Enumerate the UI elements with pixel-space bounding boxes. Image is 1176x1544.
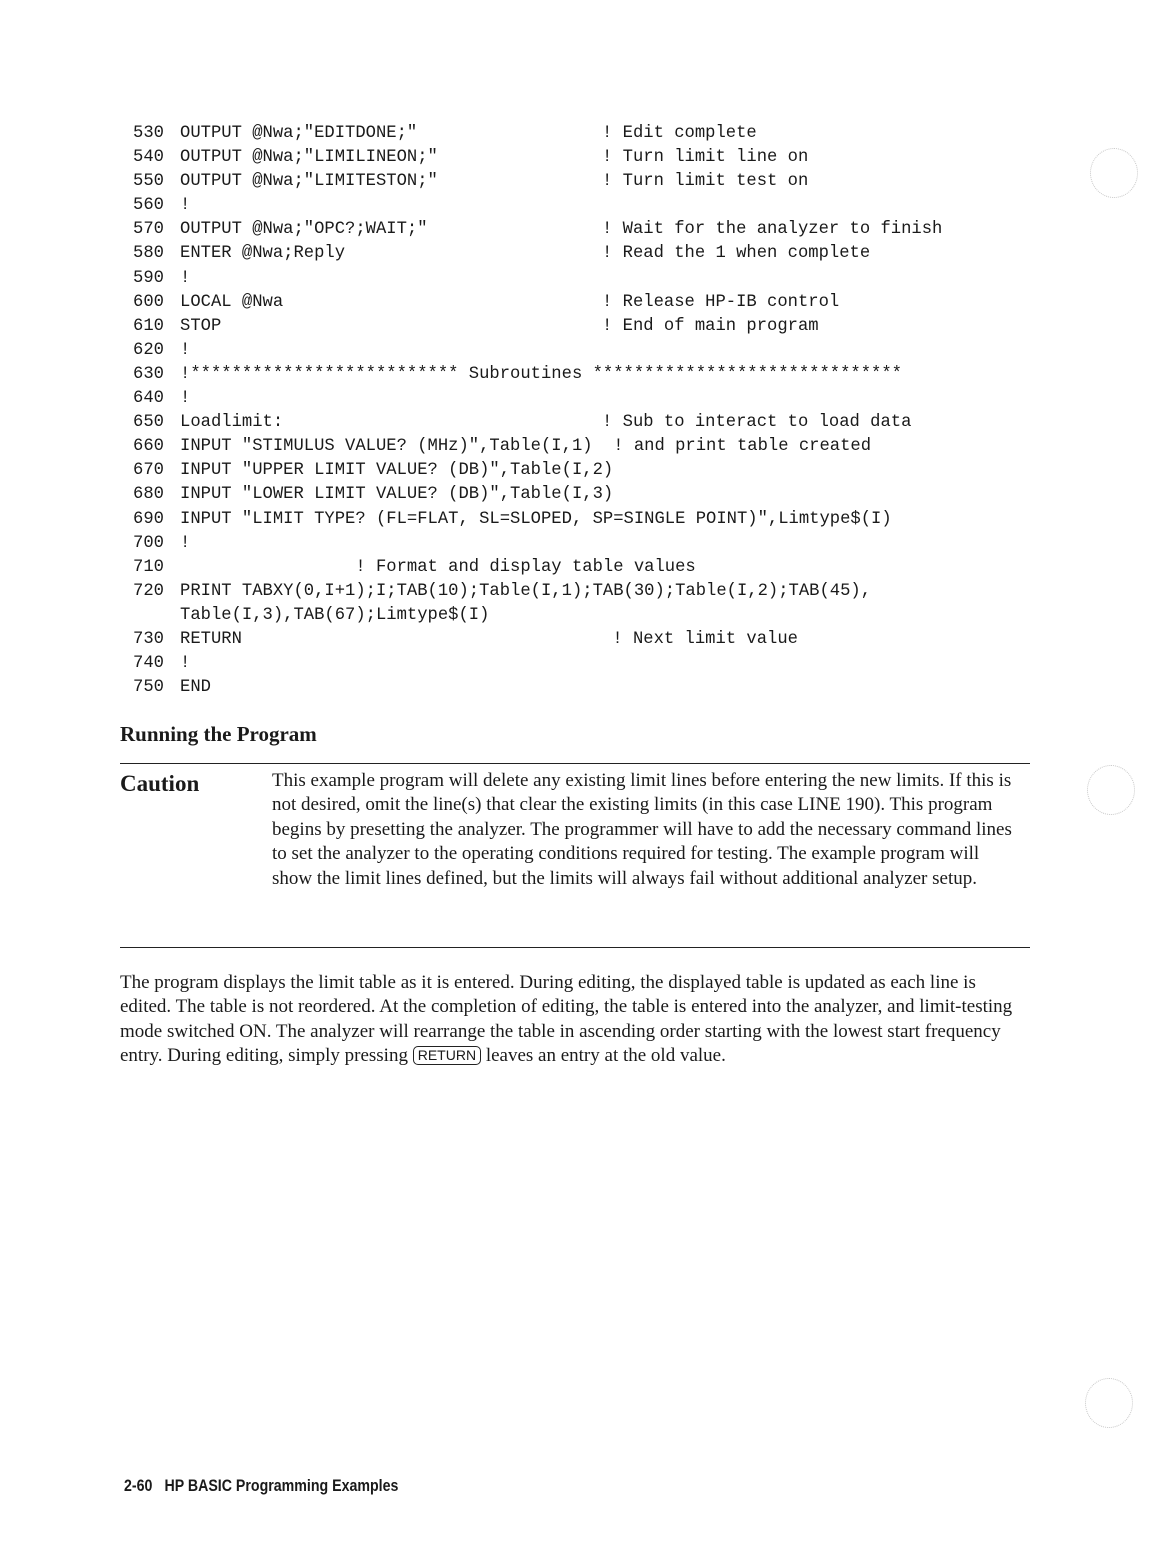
body-paragraph [120,971,1020,1069]
caution-bottom-rule [120,947,1030,948]
code-line-number: 660 [133,437,164,457]
code-line-number: 680 [133,485,164,505]
code-comment: ! Turn limit test on [602,172,809,192]
code-statement: ! [180,533,191,553]
code-statement: ! [180,268,191,288]
code-statement: OUTPUT @Nwa;"LIMITESTON;" [180,172,438,192]
body-text-after-key: leaves an entry at the old value. [485,1045,726,1067]
code-comment: ! End of main program [602,316,819,336]
code-line-number: 690 [133,509,164,529]
code-statement: ! [180,196,191,216]
code-statement: OUTPUT @Nwa;"OPC?;WAIT;" [180,220,428,240]
code-statement: RETURN [180,629,242,649]
code-statement: !************************** Subroutines ****************************** [180,364,902,384]
code-statement: ! [180,389,191,409]
binder-hole-bottom [1085,1378,1133,1428]
code-statement: END [180,678,211,698]
binder-hole-middle [1087,765,1135,815]
code-statement: INPUT "LIMIT TYPE? (FL=FLAT, SL=SLOPED, SP=SINGLE POINT)",Limtype$(I) [180,509,892,529]
code-statement: ! [180,654,191,674]
code-comment: ! Read the 1 when complete [602,244,871,264]
code-statement: INPUT "UPPER LIMIT VALUE? (DB)",Table(I,2) [180,461,614,481]
code-line-number: 630 [133,364,164,384]
code-statement: PRINT TABXY(0,I+1);I;TAB(10);Table(I,1);TAB(30);Table(I,2);TAB(45), [180,581,872,601]
code-comment: ! Next limit value [602,629,798,649]
code-line-number: 610 [133,316,164,336]
code-statement: ! Format and display table values [180,557,696,577]
code-line-number: 570 [133,220,164,240]
code-comment: ! Release HP-IB control [602,292,840,312]
code-line-number: 740 [133,654,164,674]
code-statement: ENTER @Nwa;Reply [180,244,346,264]
code-comment: ! Edit complete [602,124,757,143]
code-line-number: 620 [133,340,164,360]
code-comment: ! Turn limit line on [602,148,809,168]
page-number: 2-60 [124,1477,153,1495]
body-text-before-key: The program displays the limit table as it is entered. During editing, the displayed table is updated as each line is edited. The table is not reordered. At the completion of editing, the table is entered into the analyzer, and limit-testing mode switched ON. The analyzer will rearrange the table in ascending order starting with the lowest start frequency entry. During editing, simply pressing [120,972,1013,1067]
code-line-number: 590 [133,268,164,288]
code-comment: ! Wait for the analyzer to finish [602,220,943,240]
code-line-number: 560 [133,196,164,216]
code-line-number: 600 [133,292,164,312]
code-comment: ! Sub to interact to load data [602,413,912,433]
binder-hole-top [1090,148,1138,198]
code-line-number: 530 [133,124,164,143]
code-line-number: 550 [133,172,164,192]
code-line-number: 730 [133,629,164,649]
code-line-number: 650 [133,413,164,433]
code-statement: LOCAL @Nwa [180,292,284,312]
section-heading: Running the Program [120,722,317,746]
code-line-number: 750 [133,678,164,698]
code-line-number: 540 [133,148,164,168]
code-statement: OUTPUT @Nwa;"EDITDONE;" [180,124,418,143]
code-line-number: 720 [133,581,164,601]
code-statement: STOP [180,316,222,336]
footer-title: HP BASIC Programming Examples [164,1477,399,1495]
code-statement: INPUT "LOWER LIMIT VALUE? (DB)",Table(I,3) [180,485,614,505]
code-statement: INPUT "STIMULUS VALUE? (MHz)",Table(I,1) ! and print table created [180,437,872,457]
return-key-label: RETURN [413,1046,481,1065]
caution-text: This example program will delete any existing limit lines before entering the new limits. If this is not desired, omit the line(s) that clear the existing limits (in this case LINE 190). This program begins by presetting the analyzer. The programmer will have to add the necessary command lines to set the analyzer to the operating conditions required for testing. The example program will show the limit lines defined, but the limits will always fail without additional analyzer setup. [272,770,1012,889]
code-line-number: 710 [133,557,164,577]
code-statement: Table(I,3),TAB(67);Limtype$(I) [180,605,490,625]
code-line-number: 580 [133,244,164,264]
page-footer [124,1477,398,1496]
code-statement: OUTPUT @Nwa;"LIMILINEON;" [180,148,438,168]
caution-top-rule [120,763,1030,764]
code-line-number: 700 [133,533,164,553]
code-line-number: 640 [133,389,164,409]
caution-label: Caution [120,771,200,796]
code-line-number: 670 [133,461,164,481]
code-statement: ! [180,340,191,360]
code-statement: Loadlimit: [180,413,284,433]
